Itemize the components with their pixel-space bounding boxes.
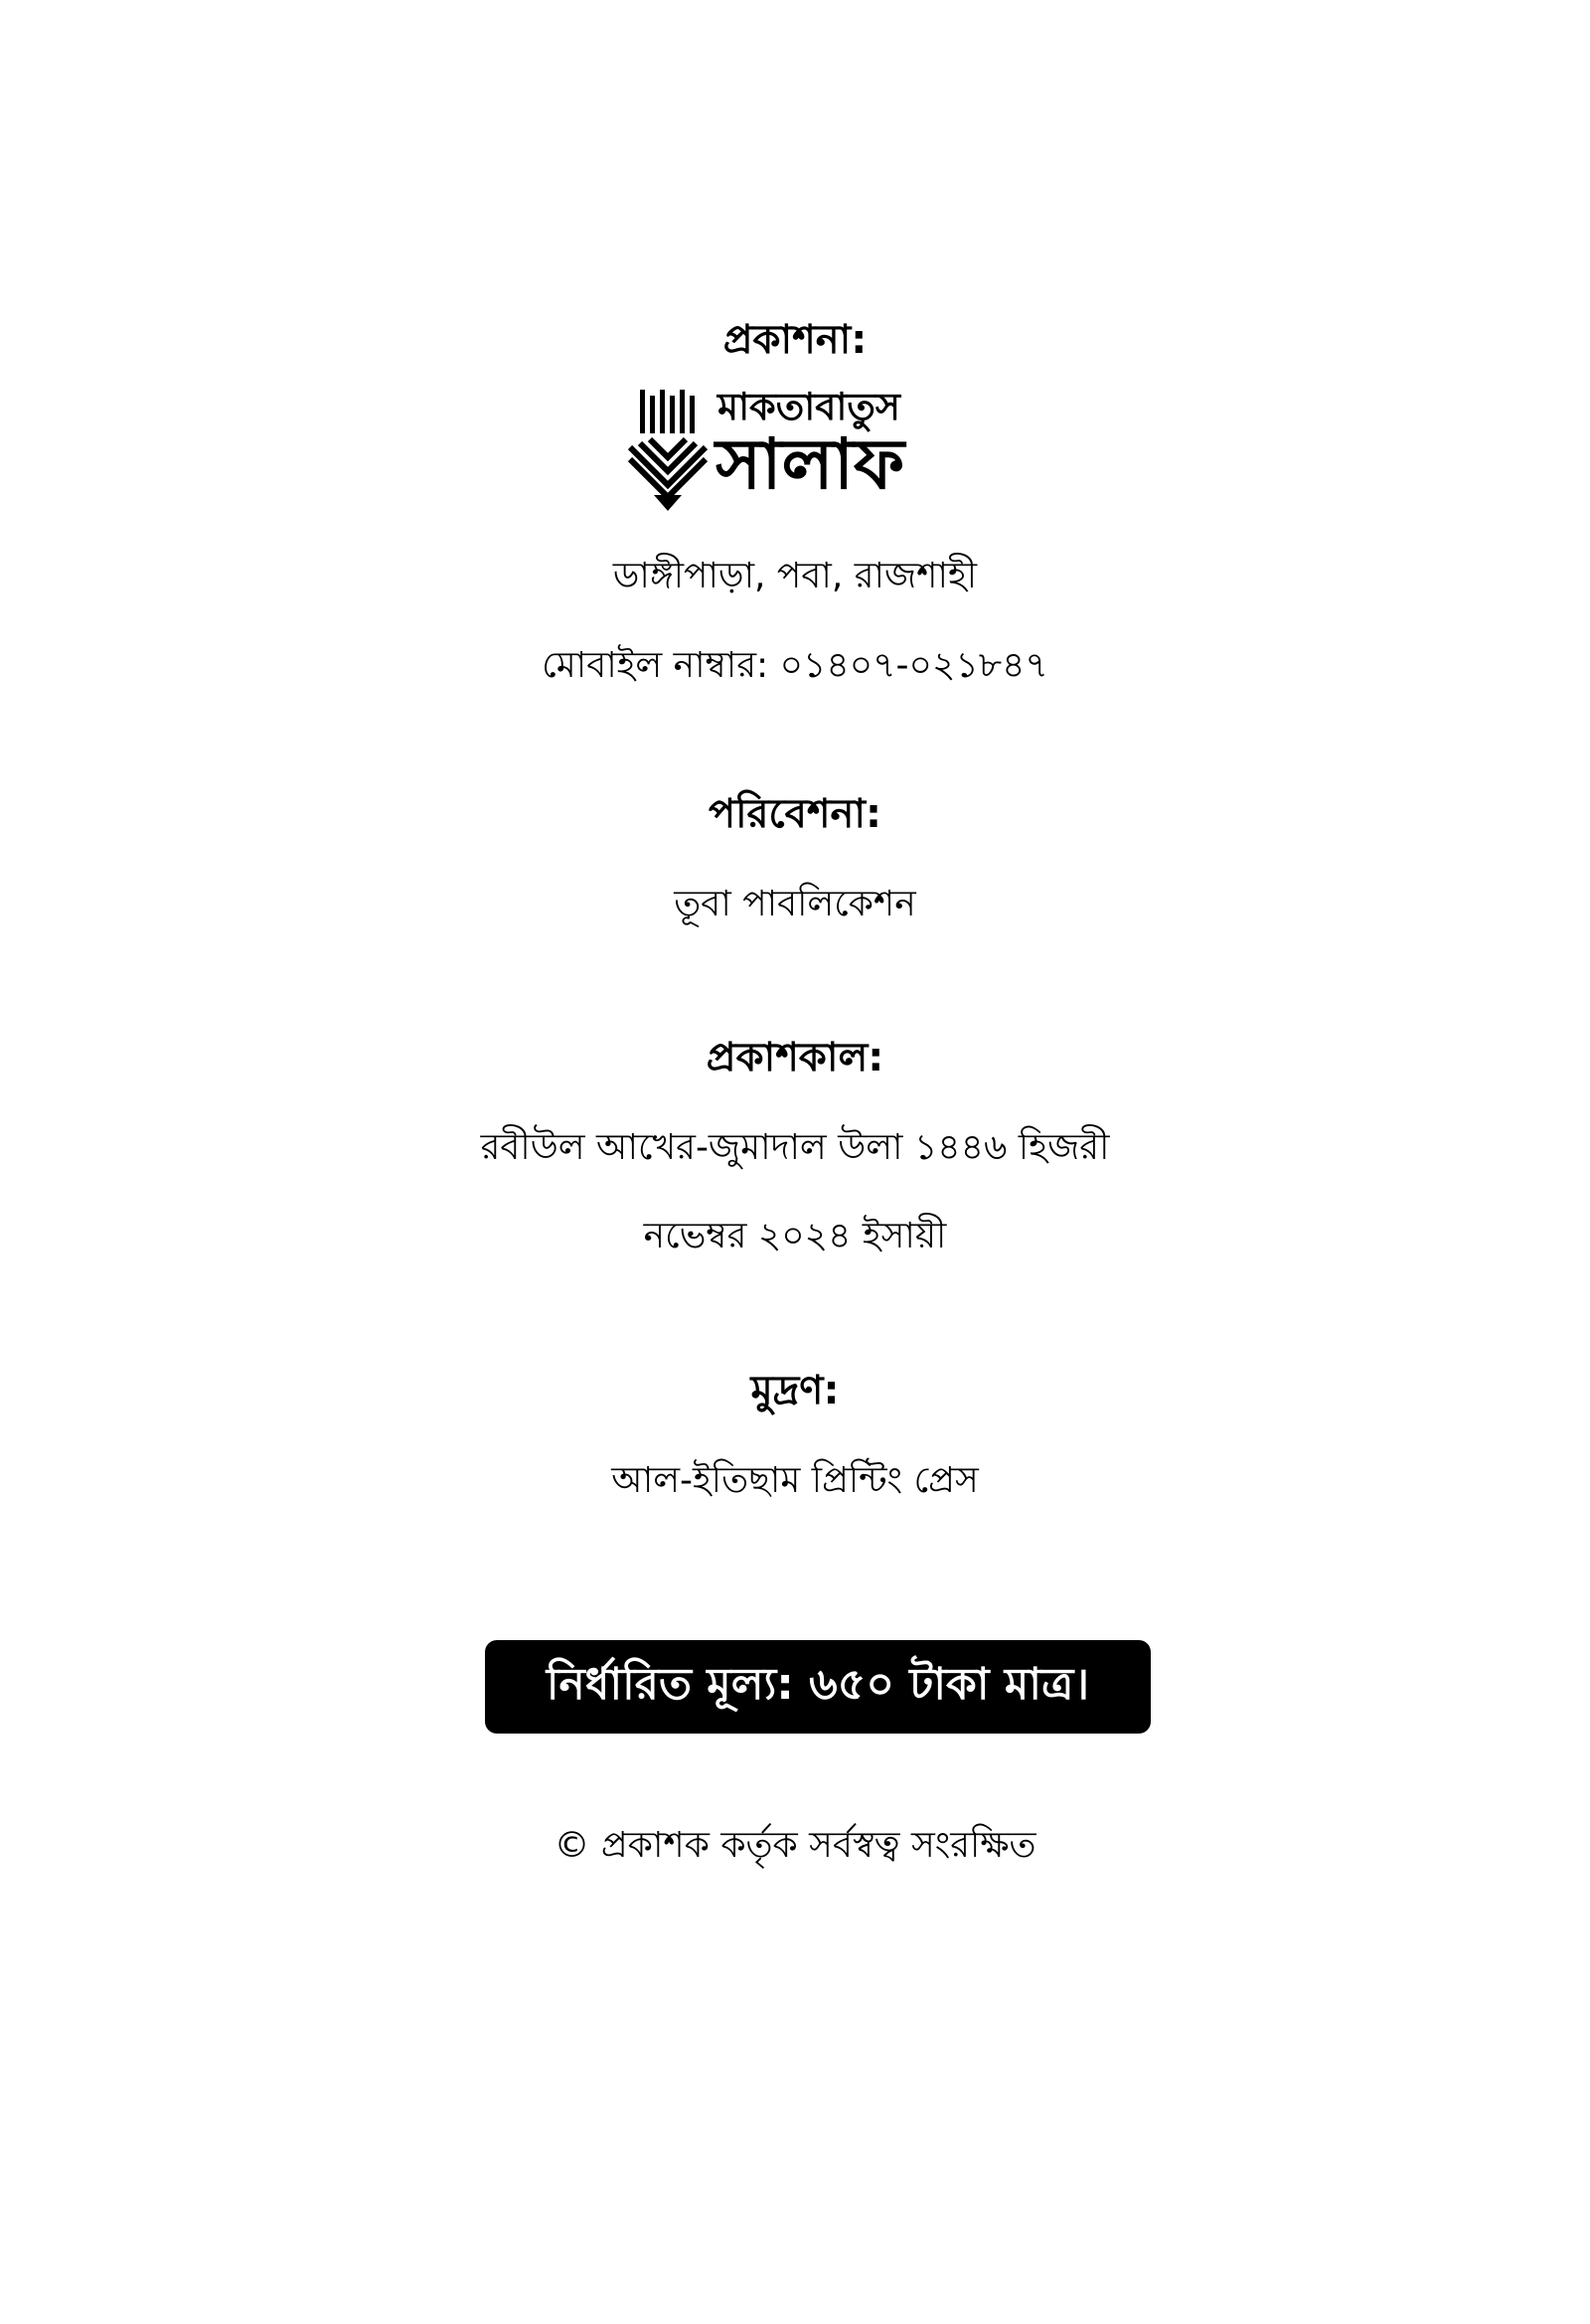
publication-date-gregorian: নভেম্বর ২০২৪ ইসায়ী (643, 1216, 947, 1256)
copyright-notice: © প্রকাশক কর্তৃক সর্বস্বত্ব সংরক্ষিত (554, 1825, 1036, 1866)
logo-text-line2: সালাফ (716, 423, 905, 505)
publication-date-hijri: রবীউল আখের-জুমাদাল উলা ১৪৪৬ হিজরী (480, 1127, 1110, 1168)
publisher-phone: মোবাইল নাম্বার: ০১৪০৭-০২১৮৪৭ (542, 645, 1048, 686)
distribution-heading: পরিবেশনা: (708, 791, 882, 837)
printing-press: আল-ইতিছাম প্রিন্টিং প্রেস (611, 1460, 979, 1501)
publisher-logo (626, 386, 964, 525)
distribution-name: তূবা পাবলিকেশন (674, 884, 916, 924)
printing-heading: মুদ্রণ: (750, 1368, 840, 1413)
arabic-calligraphy-logo-icon (626, 386, 710, 517)
publisher-address: ডাঙ্গীপাড়া, পবা, রাজশাহী (612, 556, 978, 596)
price-badge (485, 1640, 1151, 1734)
publication-date-heading: প্রকাশকাল: (706, 1035, 884, 1080)
publisher-heading: প্রকাশনা: (722, 317, 868, 363)
logo-text-line1: মাকতাবাতুস (717, 385, 901, 428)
price-text: নির্ধারিত মূল্য: ৬৫০ টাকা মাত্র। (546, 1658, 1090, 1710)
